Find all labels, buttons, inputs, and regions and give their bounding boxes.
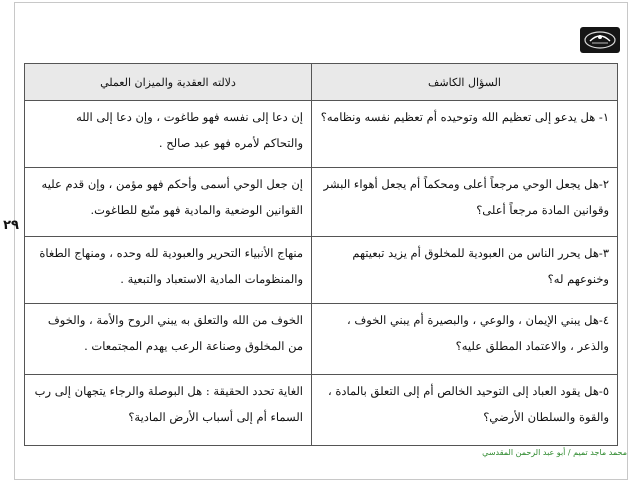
table-row <box>25 101 618 168</box>
page-number: ٢٩ <box>3 218 19 233</box>
evidence-cell: إن دعا إلى نفسه فهو طاغوت ، وإن دعا إلى الله والتحاكم لأمره فهو عبد صالح . <box>25 101 312 168</box>
table-row <box>25 375 618 446</box>
question-cell: ٤-هل يبني الإيمان ، والوعي ، والبصيرة أم يبني الخوف ، والذعر ، والاعتماد المطلق عليه؟ <box>312 304 618 375</box>
header-evidence: دلالته العقدية والميزان العملي <box>25 64 312 101</box>
emblem-logo <box>580 27 620 53</box>
question-cell: ١- هل يدعو إلى تعظيم الله وتوحيده أم تعظيم نفسه ونظامه؟ <box>312 101 618 168</box>
evidence-cell: منهاج الأنبياء التحرير والعبودية لله وحده ، ومنهاج الطغاة والمنظومات المادية الاستعباد والتبعية . <box>25 237 312 304</box>
questions-table <box>24 63 618 446</box>
question-cell: ٣-هل يحرر الناس من العبودية للمخلوق أم يزيد تبعيتهم وخنوعهم له؟ <box>312 237 618 304</box>
emblem-icon <box>582 29 618 51</box>
table-header-row <box>25 64 618 101</box>
footer-credit: محمد ماجد تميم / أبو عبد الرحمن المقدسي <box>482 448 627 457</box>
table-row <box>25 304 618 375</box>
header-question: السؤال الكاشف <box>312 64 618 101</box>
evidence-cell: الغاية تحدد الحقيقة : هل البوصلة والرجاء يتجهان إلى رب السماء أم إلى أسباب الأرض المادية؟ <box>25 375 312 446</box>
table-row <box>25 168 618 237</box>
question-cell: ٢-هل يجعل الوحي مرجعاً أعلى ومحكماً أم يجعل أهواء البشر وقوانين المادة مرجعاً أعلى؟ <box>312 168 618 237</box>
evidence-cell: إن جعل الوحي أسمى وأحكم فهو مؤمن ، وإن قدم عليه القوانين الوضعية والمادية فهو متّبع للطاغوت. <box>25 168 312 237</box>
evidence-cell: الخوف من الله والتعلق به يبني الروح والأمة ، والخوف من المخلوق وصناعة الرعب يهدم المجتمعات . <box>25 304 312 375</box>
question-cell: ٥-هل يقود العباد إلى التوحيد الخالص أم إلى التعلق بالمادة ، والقوة والسلطان الأرضي؟ <box>312 375 618 446</box>
table-row <box>25 237 618 304</box>
